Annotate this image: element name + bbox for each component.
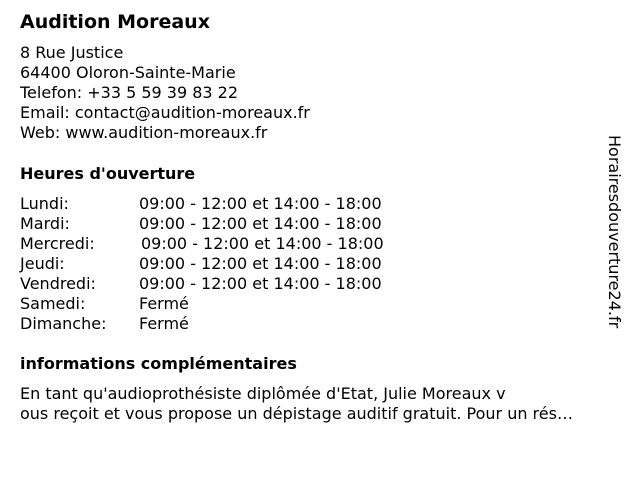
email-line: Email: contact@audition-moreaux.fr [20, 103, 310, 122]
web-line: Web: www.audition-moreaux.fr [20, 123, 268, 142]
day-label: Mardi: [20, 214, 70, 233]
day-label: Mercredi: [20, 234, 95, 253]
info-heading: informations complémentaires [20, 354, 297, 373]
hours-heading: Heures d'ouverture [20, 164, 196, 183]
day-label: Vendredi: [20, 274, 96, 293]
contact-block [20, 43, 310, 143]
city-line: 64400 Oloron-Sainte-Marie [20, 63, 236, 82]
phone-line: Telefon: +33 5 59 39 83 22 [20, 83, 239, 102]
business-name: Audition Moreaux [20, 11, 210, 33]
day-label: Dimanche: [20, 314, 107, 333]
hours-value: Fermé [139, 314, 189, 333]
info-text [20, 384, 573, 424]
street-address: 8 Rue Justice [20, 43, 124, 62]
day-label: Samedi: [20, 294, 86, 313]
day-label: Lundi: [20, 194, 69, 213]
day-label: Jeudi: [20, 254, 65, 273]
info-text-line: En tant qu'audioprothésiste diplômée d'Etat, Julie Moreaux v [20, 384, 506, 403]
hours-value: 09:00 - 12:00 et 14:00 - 18:00 [141, 234, 384, 253]
info-text-line: ous reçoit et vous propose un dépistage auditif gratuit. Pour un rés… [20, 404, 573, 423]
hours-value: 09:00 - 12:00 et 14:00 - 18:00 [139, 214, 382, 233]
hours-value: 09:00 - 12:00 et 14:00 - 18:00 [139, 194, 382, 213]
hours-value: 09:00 - 12:00 et 14:00 - 18:00 [139, 254, 382, 273]
site-watermark: Horairesdouverture24.fr [605, 135, 624, 329]
hours-value: 09:00 - 12:00 et 14:00 - 18:00 [139, 274, 382, 293]
hours-value: Fermé [139, 294, 189, 313]
